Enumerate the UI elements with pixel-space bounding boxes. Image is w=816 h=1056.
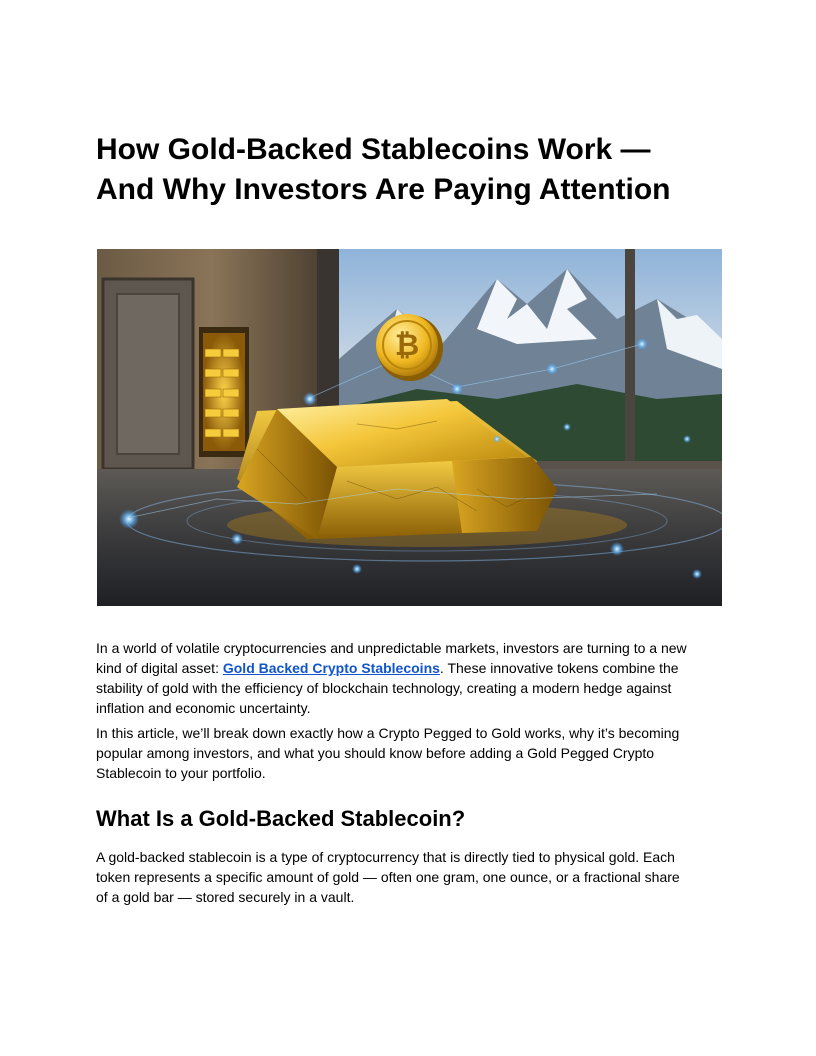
text-line: token represents a specific amount of gold — often one gram, one ounce, or a fractional share bbox=[96, 869, 680, 885]
text-line: of a gold bar — stored securely in a vault. bbox=[96, 889, 355, 905]
bitcoin-symbol: ₿ bbox=[394, 328, 420, 363]
text-line: Stablecoin to your portfolio. bbox=[96, 765, 266, 781]
text-line: popular among investors, and what you should know before adding a Gold Pegged Crypto bbox=[96, 745, 655, 761]
article-title-line-1: How Gold-Backed Stablecoins Work — bbox=[96, 133, 651, 166]
hero-image bbox=[97, 249, 722, 606]
definition-paragraph bbox=[96, 847, 726, 907]
text-line: A gold-backed stablecoin is a type of cryptocurrency that is directly tied to physical gold. Each bbox=[96, 849, 675, 865]
article-title bbox=[96, 130, 736, 210]
gold-backed-stablecoins-link[interactable]: Gold Backed Crypto Stablecoins bbox=[222, 660, 440, 676]
article-title-line-2: And Why Investors Are Paying Attention bbox=[96, 173, 671, 206]
text-line: inflation and economic uncertainty. bbox=[96, 700, 311, 716]
section-heading: What Is a Gold-Backed Stablecoin? bbox=[96, 806, 466, 831]
text-run: . These innovative tokens combine the bbox=[439, 660, 679, 676]
text-line: stability of gold with the efficiency of blockchain technology, creating a modern hedge against bbox=[96, 680, 672, 696]
intro-paragraph bbox=[96, 638, 726, 718]
overview-paragraph bbox=[96, 723, 726, 783]
text-line: In a world of volatile cryptocurrencies and unpredictable markets, investors are turning to a new bbox=[96, 640, 687, 656]
text-run: kind of digital asset: bbox=[96, 660, 223, 676]
text-line bbox=[96, 658, 726, 678]
text-line: In this article, we’ll break down exactly how a Crypto Pegged to Gold works, why it’s becoming bbox=[96, 725, 680, 741]
